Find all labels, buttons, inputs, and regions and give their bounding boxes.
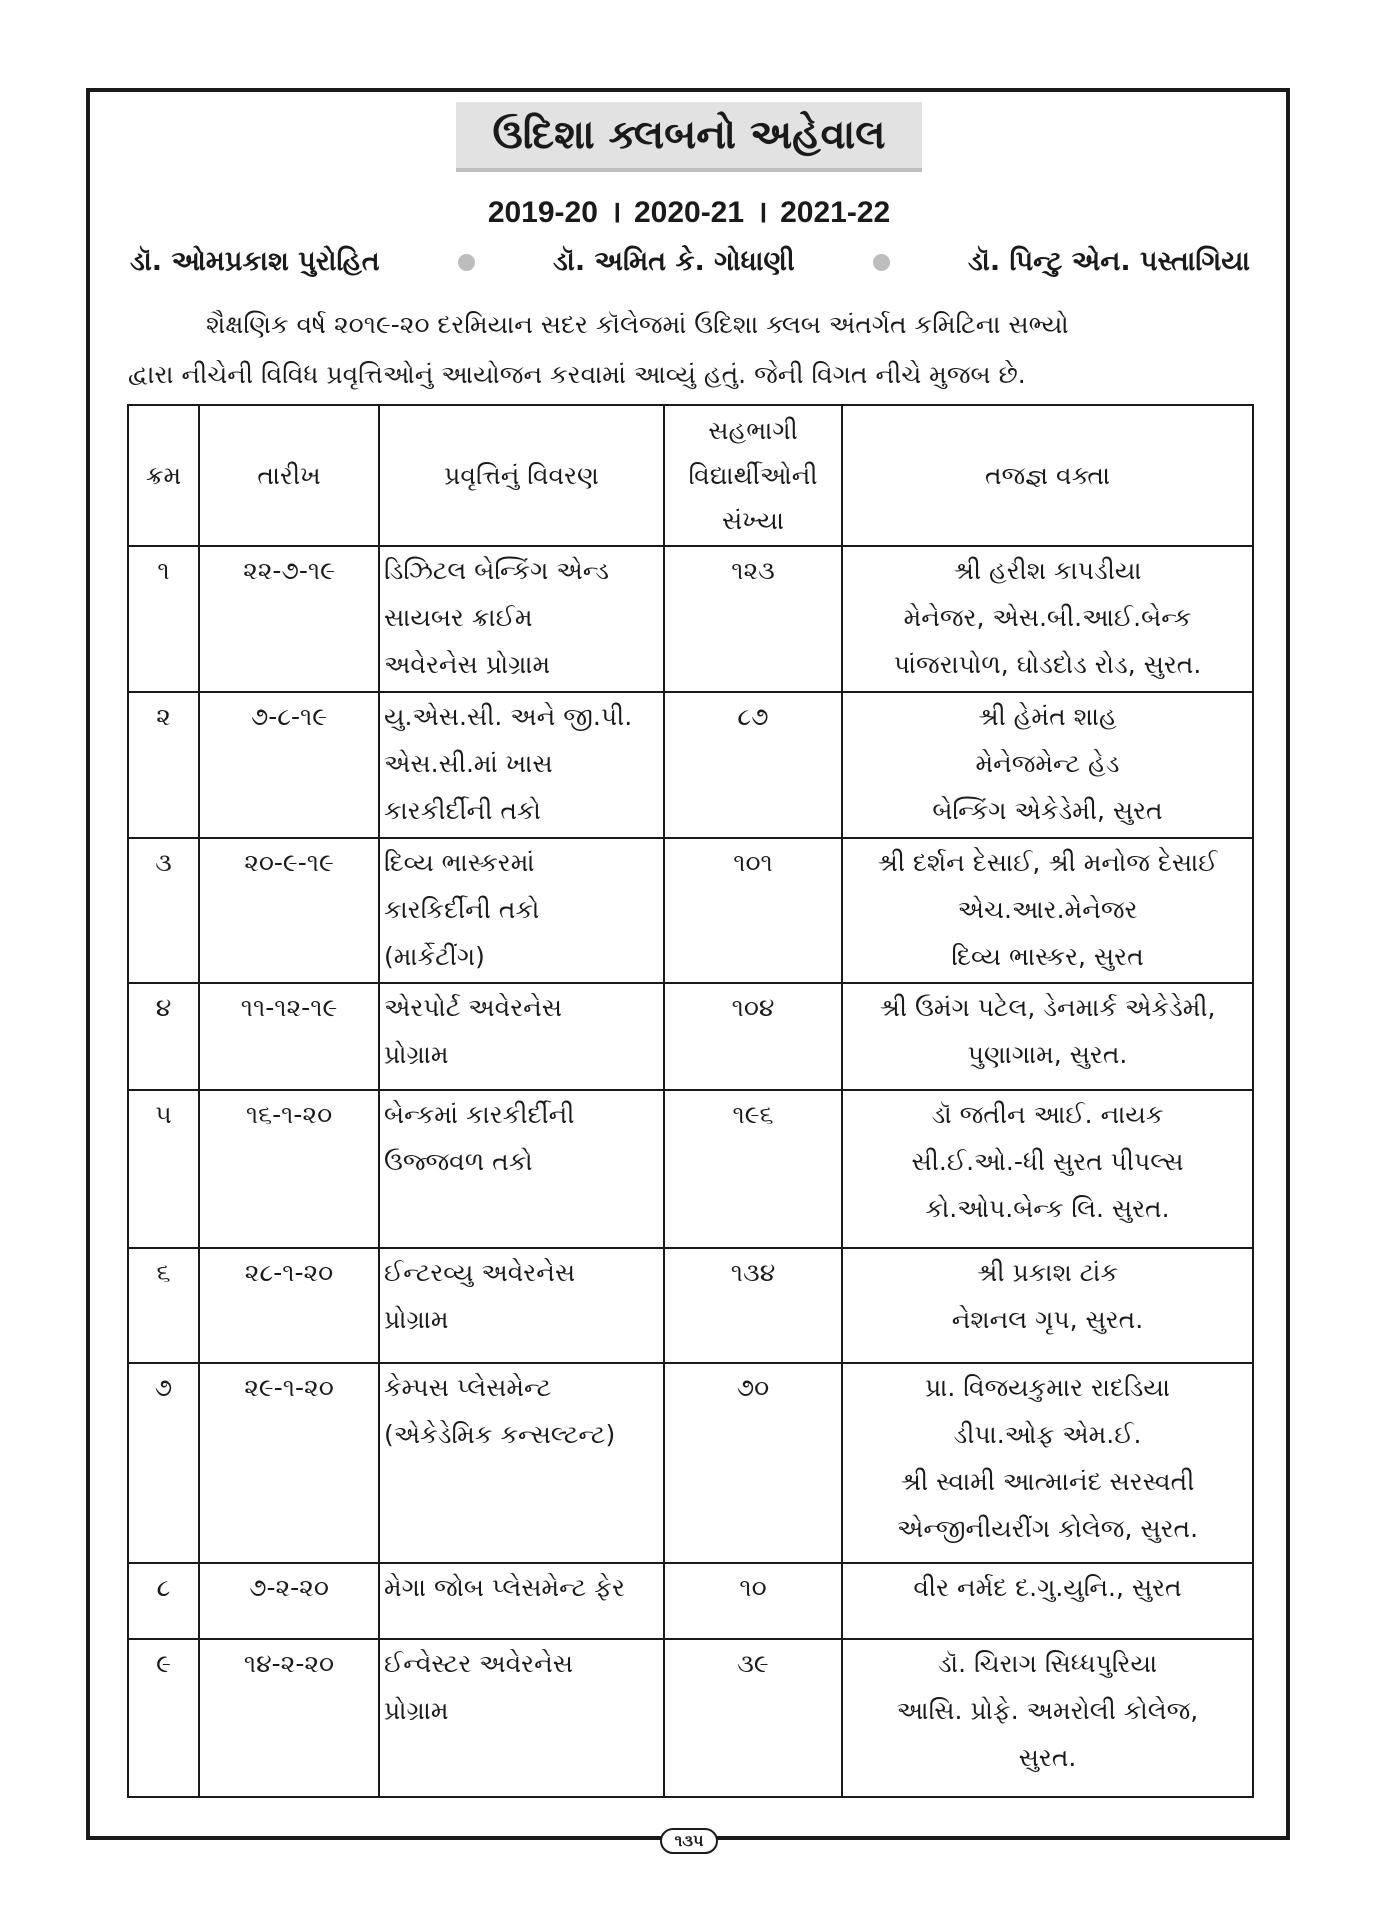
header-date: તારીખ — [199, 405, 379, 546]
author-name: ડૉ. પિન્ટુ એન. પસ્તાગિયા — [968, 246, 1250, 277]
cell-num: ૧ — [128, 546, 199, 692]
cell-count: ૧૨૩ — [664, 546, 842, 692]
cell-date: ૭-૮-૧૯ — [199, 692, 379, 838]
cell-speaker — [842, 1090, 1253, 1248]
cell-date: ૭-૨-૨૦ — [199, 1563, 379, 1639]
cell-activity-line: પ્રોગ્રામ — [384, 1696, 449, 1725]
cell-speaker — [842, 1563, 1253, 1639]
bullet-dot-icon — [873, 254, 890, 271]
cell-speaker — [842, 838, 1253, 983]
cell-count: ૮૭ — [664, 692, 842, 838]
cell-date: ૧૪-૨-૨૦ — [199, 1639, 379, 1797]
cell-activity-line: ઉજ્જવળ તકો — [384, 1147, 533, 1176]
cell-speaker — [842, 1639, 1253, 1797]
cell-activity-line: દિવ્ય ભાસ્કરમાં — [384, 848, 535, 877]
cell-speaker — [842, 1363, 1253, 1563]
cell-activity — [379, 1090, 664, 1248]
cell-speaker-line: પ્રા. વિજયકુમાર રાદડિયા — [925, 1373, 1170, 1402]
cell-activity-line: કારકિર્દીની તકો — [384, 895, 540, 924]
cell-speaker-line: પુણાગામ, સુરત. — [967, 1040, 1128, 1069]
cell-speaker-line: શ્રી હેમંત શાહ — [978, 702, 1117, 731]
cell-num: ૩ — [128, 838, 199, 983]
cell-activity — [379, 838, 664, 983]
cell-speaker — [842, 1248, 1253, 1363]
header-num: ક્રમ — [128, 405, 199, 546]
cell-activity-line: ઈન્ટરવ્યુ અવેરનેસ — [384, 1258, 576, 1287]
cell-activity — [379, 983, 664, 1090]
cell-count: ૧૦ — [664, 1563, 842, 1639]
cell-count: ૧૦૧ — [664, 838, 842, 983]
cell-speaker-line: આસિ. પ્રોફે. અમરોલી કોલેજ, — [896, 1696, 1199, 1725]
cell-speaker — [842, 546, 1253, 692]
cell-speaker-line: શ્રી ઉમંગ પટેલ, ડેનમાર્ક એકેડેમી, — [879, 993, 1216, 1022]
table-row — [128, 983, 1253, 1090]
header-count — [664, 405, 842, 546]
cell-activity-line: એસ.સી.માં ખાસ — [384, 749, 553, 778]
header-speaker: તજજ્ઞ વક્તા — [842, 405, 1253, 546]
cell-activity — [379, 1563, 664, 1639]
cell-speaker — [842, 983, 1253, 1090]
author-name: ડૉ. અમિત કે. ગોધાણી — [553, 246, 795, 277]
cell-count: ૧૯૬ — [664, 1090, 842, 1248]
cell-date: ૨૨-૭-૧૯ — [199, 546, 379, 692]
cell-speaker-line: કો.ઓપ.બેન્ક લિ. સુરત. — [925, 1194, 1170, 1223]
cell-speaker-line: ડૉ. ચિરાગ સિધ્ધપુરિયા — [937, 1649, 1158, 1678]
cell-speaker-line: નેશનલ ગૃપ, સુરત. — [951, 1305, 1144, 1334]
header-count-line: સહભાગી — [708, 416, 798, 445]
cell-activity — [379, 692, 664, 838]
cell-activity-line: પ્રોગ્રામ — [384, 1040, 449, 1069]
cell-date: ૨૯-૧-૨૦ — [199, 1363, 379, 1563]
cell-count: ૭૦ — [664, 1363, 842, 1563]
cell-activity — [379, 1248, 664, 1363]
cell-speaker-line: સી.ઈ.ઓ.-ધી સુરત પીપલ્સ — [911, 1147, 1184, 1176]
cell-num: ૭ — [128, 1363, 199, 1563]
cell-activity — [379, 1639, 664, 1797]
cell-speaker-line: ડીપા.ઓફ એમ.ઈ. — [953, 1420, 1142, 1449]
cell-activity-line: (એકેડેમિક કન્સલ્ટન્ટ) — [384, 1420, 616, 1449]
authors-line — [130, 246, 1250, 278]
table-row — [128, 1248, 1253, 1363]
cell-activity-line: એરપોર્ટ અવેરનેસ — [384, 993, 563, 1022]
page-number: ૧૩૫ — [660, 1828, 718, 1854]
intro-line: શૈક્ષણિક વર્ષ ૨૦૧૯-૨૦ દરમિયાન સદર કૉલેજમાં ઉદિશા ક્લબ અંતર્ગત કમિટિના સભ્યો — [206, 310, 1069, 339]
cell-num: ૬ — [128, 1248, 199, 1363]
cell-speaker-line: પાંજરાપોળ, ઘોડદોડ રોડ, સુરત. — [893, 650, 1202, 679]
cell-activity — [379, 1363, 664, 1563]
page-title: ઉદિશા ક્લબનો અહેવાલ — [456, 102, 922, 172]
intro-line: દ્વારા નીચેની વિવિધ પ્રવૃત્તિઓનું આયોજન કરવામાં આવ્યું હતું. જેની વિગત નીચે મુજબ છે. — [128, 360, 1026, 389]
cell-speaker-line: શ્રી દર્શન દેસાઈ, શ્રી મનોજ દેસાઈ — [877, 848, 1218, 877]
cell-activity-line: અવેરનેસ પ્રોગ્રામ — [384, 650, 551, 679]
table-header-row — [128, 405, 1253, 546]
cell-speaker-line: દિવ્ય ભાસ્કર, સુરત — [951, 942, 1144, 971]
table-row — [128, 1090, 1253, 1248]
cell-speaker-line: મેનેજમેન્ટ હેડ — [975, 749, 1120, 778]
cell-speaker-line: શ્રી હરીશ કાપડીયા — [953, 556, 1142, 585]
cell-activity-line: ડિઝિટલ બેન્કિંગ એન્ડ — [384, 556, 609, 585]
cell-count: ૧૩૪ — [664, 1248, 842, 1363]
cell-activity-line: બેન્કમાં કારકીર્દીની — [384, 1100, 575, 1129]
cell-date: ૧૧-૧૨-૧૯ — [199, 983, 379, 1090]
cell-date: ૨૮-૧-૨૦ — [199, 1248, 379, 1363]
header-count-line: વિદ્યાર્થીઓની — [688, 461, 818, 490]
cell-speaker-line: બેન્કિંગ એકેડેમી, સુરત — [932, 796, 1163, 825]
cell-date: ૨૦-૯-૧૯ — [199, 838, 379, 983]
cell-activity-line: (માર્કેટીંગ) — [384, 942, 485, 971]
cell-speaker-line: મેનેજર, એસ.બી.આઈ.બેન્ક — [903, 603, 1192, 632]
cell-speaker — [842, 692, 1253, 838]
cell-speaker-line: શ્રી પ્રકાશ ટાંક — [976, 1258, 1119, 1287]
table-row — [128, 692, 1253, 838]
table-row — [128, 546, 1253, 692]
table-row — [128, 1563, 1253, 1639]
cell-activity-line: કારકીર્દીની તકો — [384, 796, 541, 825]
cell-num: ૪ — [128, 983, 199, 1090]
header-count-line: સંખ્યા — [721, 506, 785, 535]
cell-speaker-line: એચ.આર.મેનેજર — [957, 895, 1138, 924]
cell-num: ૯ — [128, 1639, 199, 1797]
cell-activity-line: ઈન્વેસ્ટર અવેરનેસ — [384, 1649, 573, 1678]
cell-speaker-line: સુરત. — [1018, 1743, 1077, 1772]
cell-activity-line: કેમ્પસ પ્લેસમેન્ટ — [384, 1373, 552, 1402]
cell-speaker-line: એન્જીનીયરીંગ કોલેજ, સુરત. — [896, 1514, 1199, 1543]
cell-activity-line: યુ.એસ.સી. અને જી.પી. — [384, 702, 633, 731]
cell-speaker-line: વીર નર્મદ દ.ગુ.યુનિ., સુરત — [913, 1573, 1182, 1602]
cell-num: ૫ — [128, 1090, 199, 1248]
table-row — [128, 1363, 1253, 1563]
cell-speaker-line: ડૉ જતીન આઈ. નાયક — [931, 1100, 1164, 1129]
table-row — [128, 838, 1253, 983]
cell-num: ૨ — [128, 692, 199, 838]
cell-activity — [379, 546, 664, 692]
activities-table — [127, 404, 1254, 1798]
cell-activity-line: સાયબર ક્રાઈમ — [384, 603, 533, 632]
table-row — [128, 1639, 1253, 1797]
author-name: ડૉ. ઓમપ્રકાશ પુરોહિત — [130, 246, 380, 277]
cell-speaker-line: શ્રી સ્વામી આત્માનંદ સરસ્વતી — [900, 1467, 1195, 1496]
cell-date: ૧૬-૧-૨૦ — [199, 1090, 379, 1248]
header-activity: પ્રવૃત્તિનું વિવરણ — [379, 405, 664, 546]
cell-activity-line: પ્રોગ્રામ — [384, 1305, 449, 1334]
cell-num: ૮ — [128, 1563, 199, 1639]
cell-count: ૩૯ — [664, 1639, 842, 1797]
academic-years: 2019-20 । 2020-21 । 2021-22 — [487, 196, 891, 229]
cell-activity-line: મેગા જોબ પ્લેસમેન્ટ ફેર — [384, 1573, 625, 1602]
bullet-dot-icon — [458, 254, 475, 271]
cell-count: ૧૦૪ — [664, 983, 842, 1090]
intro-paragraph — [128, 300, 1253, 400]
